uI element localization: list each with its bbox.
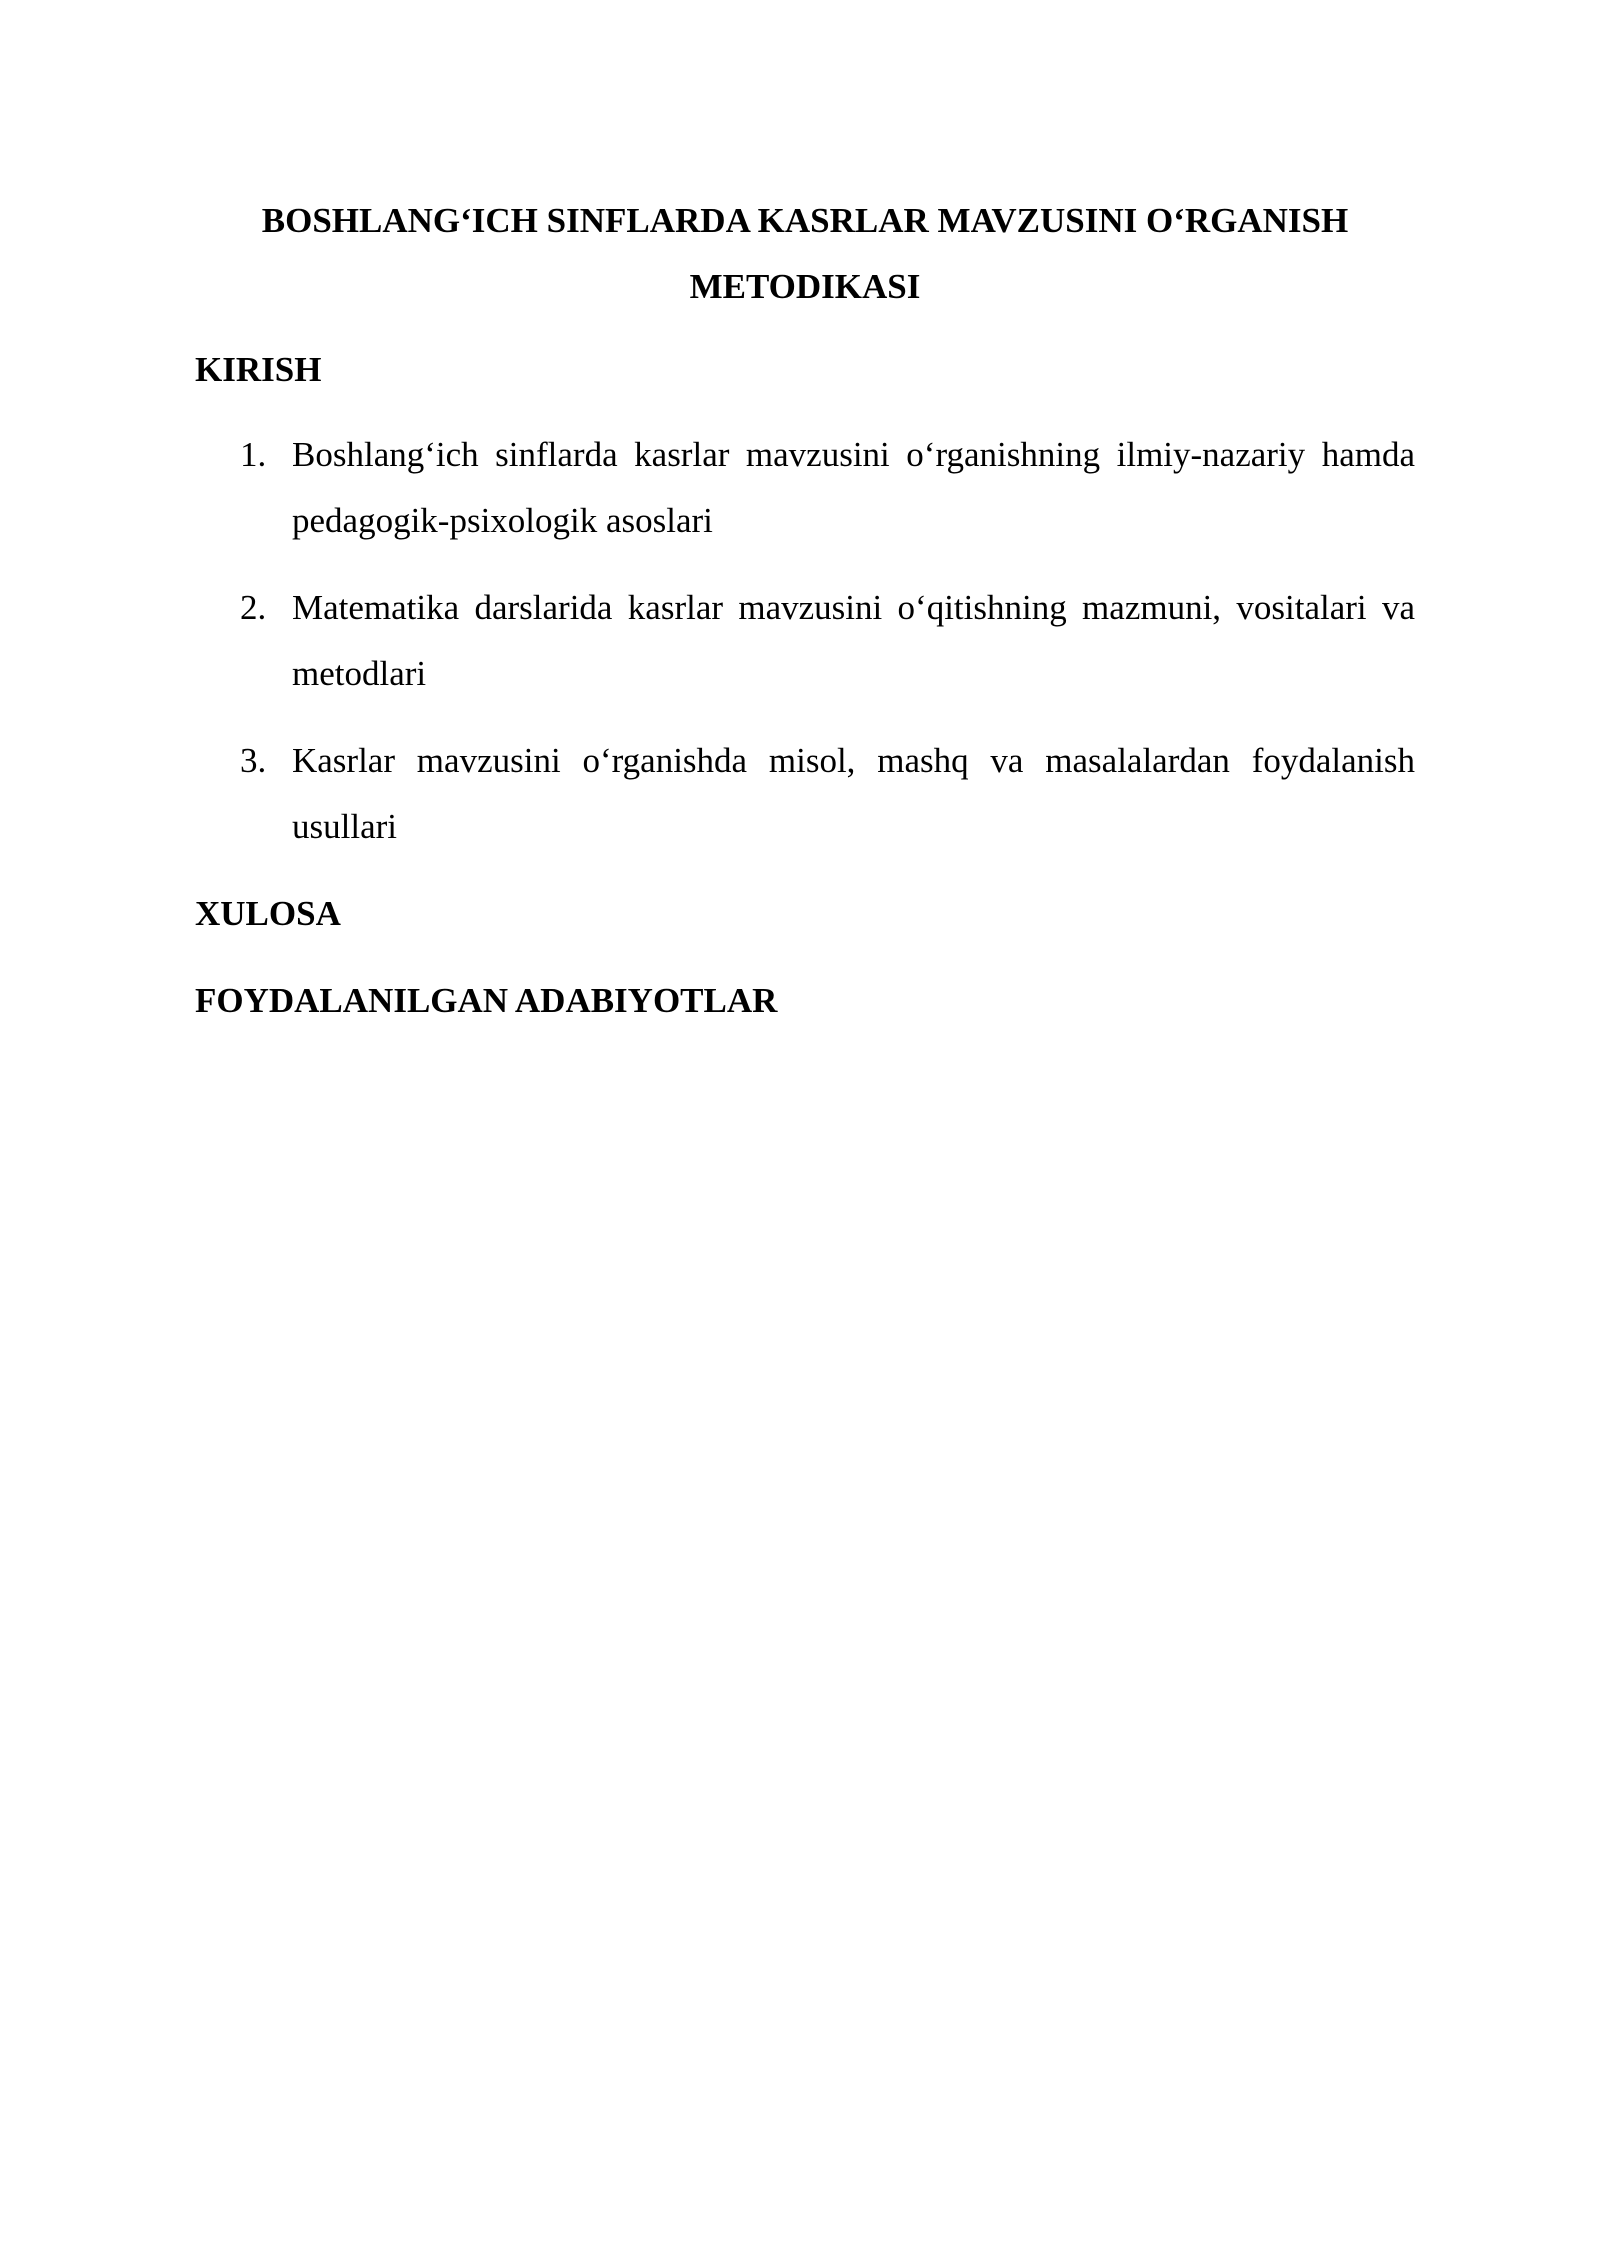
chapter-title: Matematika darslarida kasrlar mavzusini o‘qitishning mazmuni, vositalari va metodlari: [292, 588, 1415, 693]
document-title: BOSHLANG‘ICH SINFLARDA KASRLAR MAVZUSINI O‘RGANISH METODIKASI: [261, 201, 1349, 306]
conclusion-heading: XULOSA: [195, 894, 341, 933]
references-heading: FOYDALANILGAN ADABIYOTLAR: [195, 981, 778, 1020]
chapter-number: 3.: [240, 741, 267, 780]
chapter-title: Kasrlar mavzusini o‘rganishda misol, mashq va masalalardan foydalanish usullari: [292, 741, 1415, 846]
intro-heading: KIRISH: [195, 350, 322, 389]
chapter-title: Boshlang‘ich sinflarda kasrlar mavzusini o‘rganishning ilmiy-nazariy hamda pedagogik-psixologik asoslari: [292, 435, 1415, 540]
chapter-number: 1.: [240, 435, 267, 474]
chapter-number: 2.: [240, 588, 267, 627]
